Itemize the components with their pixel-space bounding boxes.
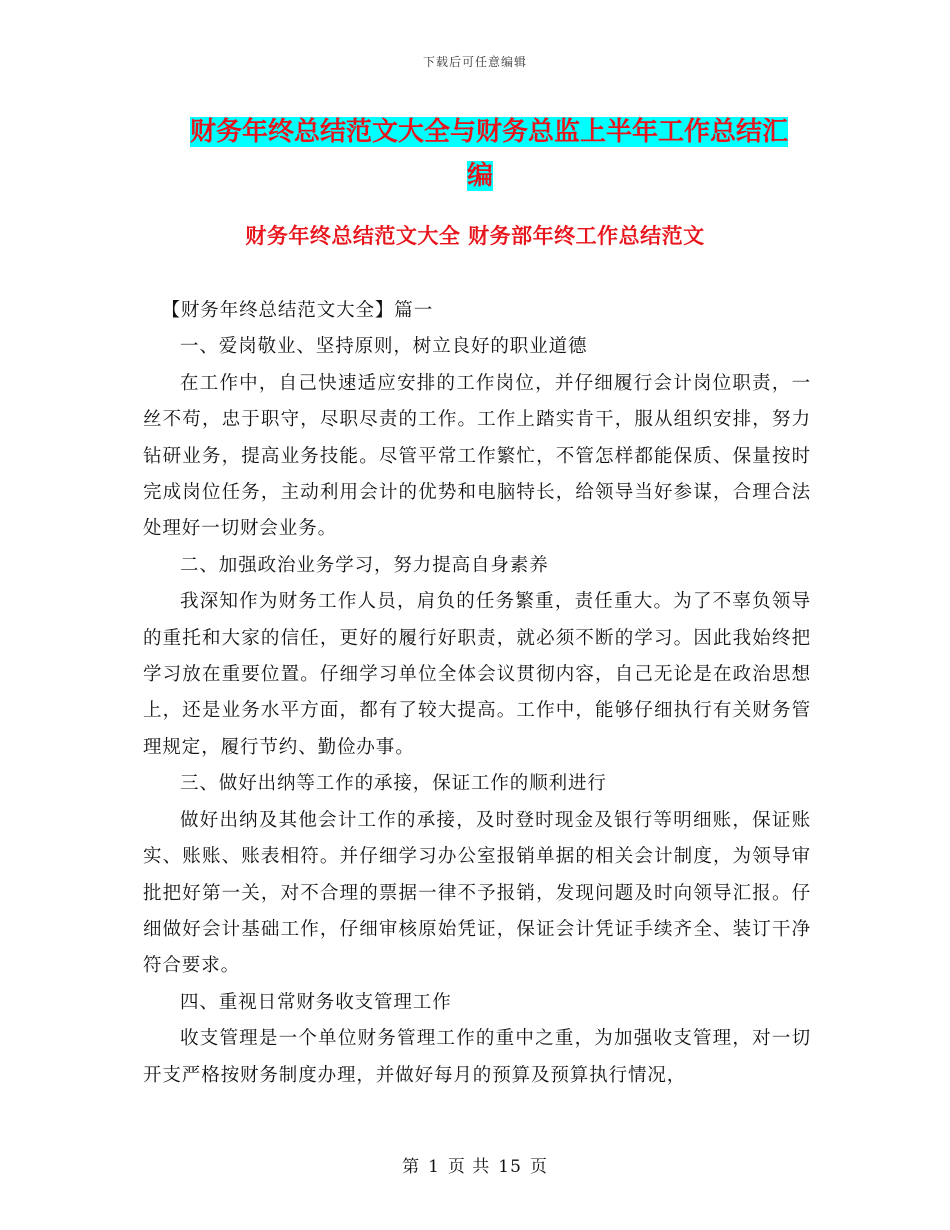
title-line-1: 财务年终总结范文大全与财务总监上半年工作总结汇 — [190, 117, 789, 147]
section-subtitle: 财务年终总结范文大全 财务部年终工作总结范文 — [245, 224, 705, 248]
body-paragraph: 在工作中，自己快速适应安排的工作岗位，并仔细履行会计岗位职责，一丝不苟，忠于职守，尽职尽责的工作。工作上踏实肯干，服从组织安排，努力钻研业务，提高业务技能。尽管平常工作繁忙，不管怎样都能保质、保量按时完成岗位任务，主动利用会计的优势和电脑特长，给领导当好参谋，合理合法处理好一切财会业务。 — [143, 372, 811, 540]
page-number: 1 — [428, 1157, 440, 1177]
page-footer — [0, 1152, 950, 1177]
header-note: 下载后可任意编辑 — [422, 55, 527, 69]
footer-suffix: 页 — [529, 1157, 548, 1177]
title-line-2: 编 — [466, 161, 493, 191]
point-heading: 三、做好出纳等工作的承接，保证工作的顺利进行 — [180, 773, 607, 795]
footer-prefix: 第 — [402, 1157, 421, 1177]
section-heading: 【财务年终总结范文大全】篇一 — [161, 300, 434, 321]
document-title — [190, 110, 810, 198]
total-pages: 15 — [498, 1157, 522, 1177]
body-paragraph: 收支管理是一个单位财务管理工作的重中之重，为加强收支管理，对一切开支严格按财务制度办理，并做好每月的预算及预算执行情况， — [143, 1028, 811, 1086]
footer-middle: 页 共 — [447, 1157, 491, 1177]
body-paragraph: 我深知作为财务工作人员，肩负的任务繁重，责任重大。为了不辜负领导的重托和大家的信任，更好的履行好职责，就必须不断的学习。因此我始终把学习放在重要位置。仔细学习单位全体会议贯彻内容，自己无论是在政治思想上，还是业务水平方面，都有了较大提高。工作中，能够仔细执行有关财务管理规定，履行节约、勤俭办事。 — [143, 591, 811, 758]
document-body — [143, 293, 811, 1094]
point-heading: 一、爱岗敬业、坚持原则，树立良好的职业道德 — [180, 336, 588, 358]
body-paragraph: 做好出纳及其他会计工作的承接，及时登时现金及银行等明细账，保证账实、账账、账表相符。并仔细学习办公室报销单据的相关会计制度，为领导审批把好第一关，对不合理的票据一律不予报销，发现问题及时向领导汇报。仔细做好会计基础工作，仔细审核原始凭证，保证会计凭证手续齐全、装订干净符合要求。 — [143, 809, 811, 977]
point-heading: 二、加强政治业务学习，努力提高自身素养 — [180, 554, 549, 576]
point-heading: 四、重视日常财务收支管理工作 — [180, 991, 452, 1013]
